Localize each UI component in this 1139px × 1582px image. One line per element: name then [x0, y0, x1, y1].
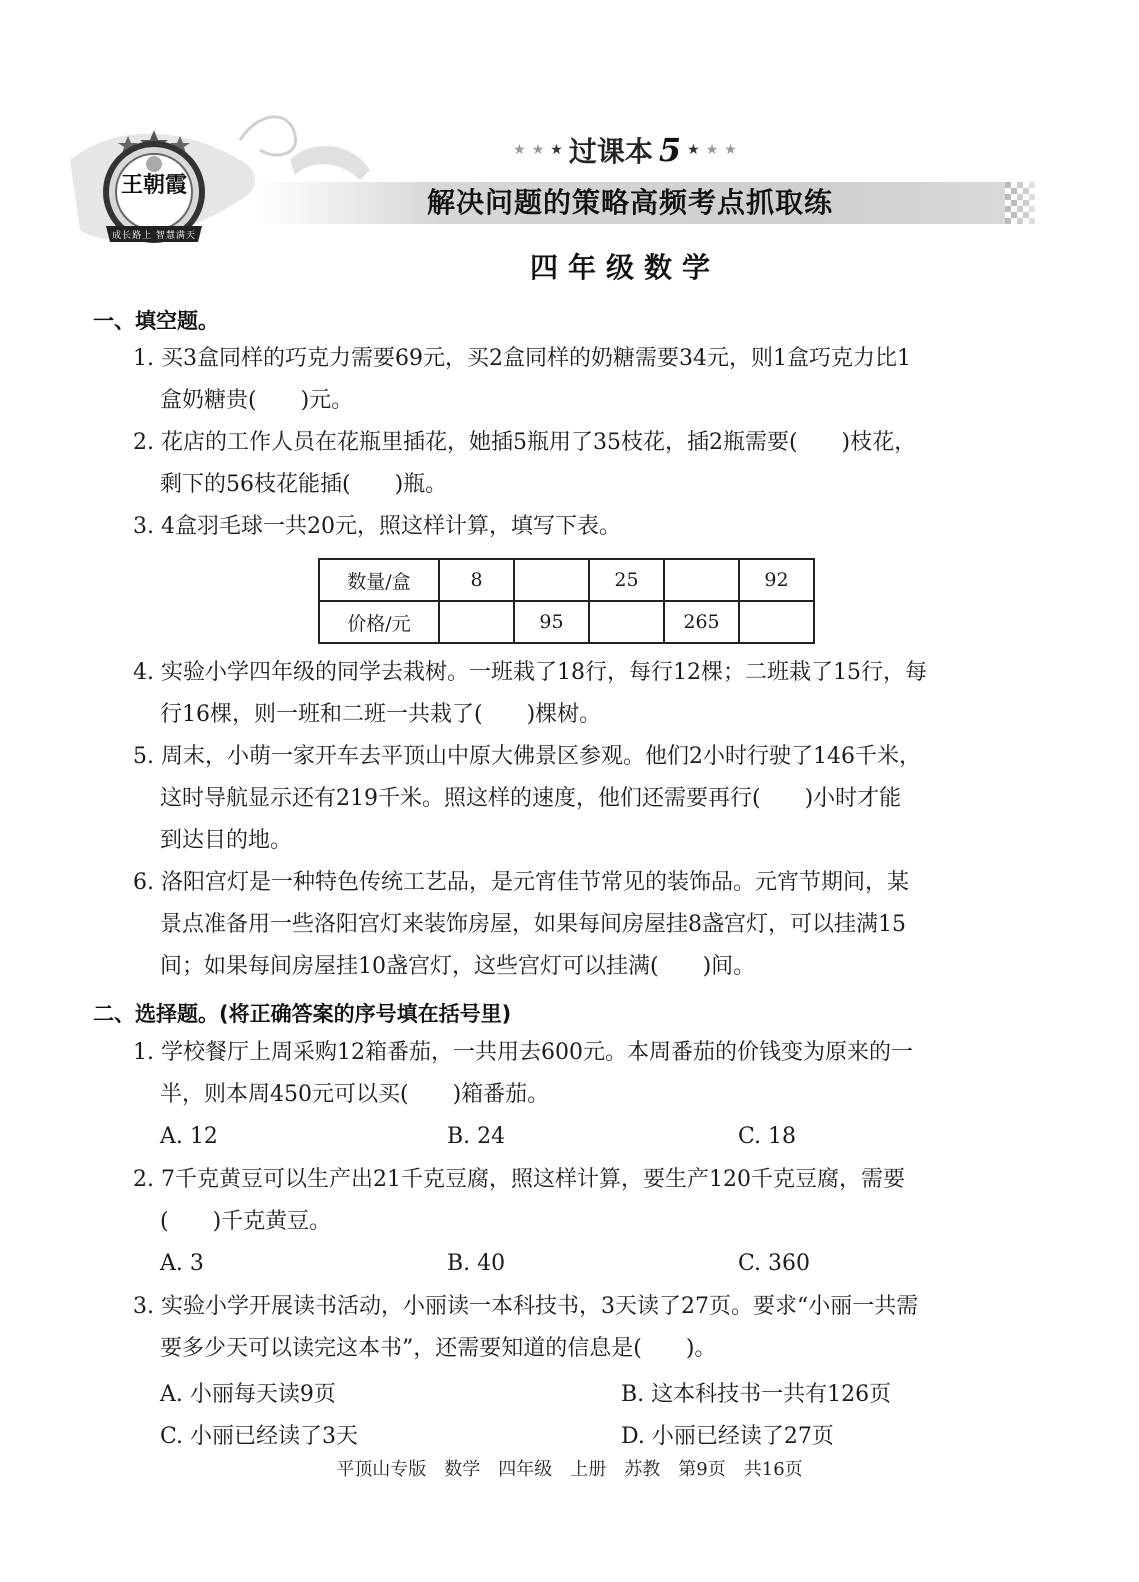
question-line: 4. 实验小学四年级的同学去栽树。一班栽了18行，每行12棵；二班栽了15行，每	[133, 660, 927, 685]
checker-pattern	[1005, 182, 1035, 224]
series-number: 5	[658, 131, 682, 169]
question-2-1	[133, 1032, 1038, 1116]
logo-slogan: 成长路上 智慧满天	[112, 231, 196, 241]
table-cell	[589, 601, 664, 643]
table-cell: 价格/元	[319, 601, 439, 643]
brand-logo	[98, 130, 210, 252]
banner-title: 解决问题的策略高频考点抓取练	[426, 186, 833, 219]
price-table	[318, 558, 815, 644]
question-line: 剩下的56枝花能插( )瓶。	[160, 472, 448, 497]
table-row	[319, 559, 814, 601]
question-1-1	[133, 338, 1038, 422]
question-line: 间；如果每间房屋挂10盏宫灯，这些宫灯可以挂满( )间。	[160, 954, 756, 979]
question-1-4	[133, 652, 1038, 736]
option-d[interactable]: D. 小丽已经读了27页	[621, 1424, 834, 1449]
option-a[interactable]: A. 12	[160, 1124, 218, 1149]
question-2-3	[133, 1286, 1038, 1370]
question-line: 景点准备用一些洛阳宫灯来装饰房屋，如果每间房屋挂8盏宫灯，可以挂满15	[160, 912, 906, 937]
question-1-2	[133, 422, 1038, 506]
table-cell: 92	[739, 559, 814, 601]
options-2-1	[160, 1124, 1040, 1156]
table-cell: 265	[664, 601, 739, 643]
options-2-3-row2	[160, 1419, 1040, 1451]
option-a[interactable]: A. 3	[160, 1251, 204, 1276]
question-line: 半，则本周450元可以买( )箱番茄。	[160, 1082, 550, 1107]
series-title: 过课本	[568, 135, 653, 168]
logo-brand-text: 王朝霞	[120, 173, 187, 198]
question-line: 5. 周末，小萌一家开车去平顶山中原大佛景区参观。他们2小时行驶了146千米，	[133, 744, 921, 769]
question-1-6	[133, 862, 1038, 988]
question-line: 3. 实验小学开展读书活动，小丽读一本科技书，3天读了27页。要求“小丽一共需	[133, 1294, 919, 1319]
options-2-2	[160, 1251, 1040, 1283]
table-cell	[514, 559, 589, 601]
table-cell: 95	[514, 601, 589, 643]
option-b[interactable]: B. 这本科技书一共有126页	[621, 1382, 892, 1407]
subject-title: 四年级数学	[529, 251, 720, 284]
question-1-5	[133, 736, 1038, 862]
question-line: 这时导航显示还有219千米。照这样的速度，他们还需要再行( )小时才能	[160, 786, 902, 811]
table-cell: 8	[439, 559, 514, 601]
question-line: 1. 学校餐厅上周采购12箱番茄，一共用去600元。本周番茄的价钱变为原来的一	[133, 1040, 913, 1065]
option-c[interactable]: C. 小丽已经读了3天	[160, 1424, 359, 1449]
option-c[interactable]: C. 18	[738, 1124, 797, 1149]
question-line: 到达目的地。	[160, 828, 293, 853]
table-cell	[664, 559, 739, 601]
table-row	[319, 601, 814, 643]
option-c[interactable]: C. 360	[738, 1251, 811, 1276]
options-2-3-row1	[160, 1377, 1040, 1409]
section2-heading: 二、选择题。(将正确答案的序号填在括号里)	[93, 1002, 512, 1026]
table-cell: 数量/盒	[319, 559, 439, 601]
option-a[interactable]: A. 小丽每天读9页	[160, 1382, 336, 1407]
table-cell: 25	[589, 559, 664, 601]
star-icon: ★	[705, 142, 719, 158]
option-b[interactable]: B. 24	[447, 1124, 506, 1149]
series-line	[500, 130, 750, 170]
star-icon: ★	[531, 142, 545, 158]
question-line: 行16棵，则一班和二班一共栽了( )棵树。	[160, 702, 602, 727]
question-line: 3. 4盒羽毛球一共20元，照这样计算，填写下表。	[133, 514, 621, 539]
table-cell	[439, 601, 514, 643]
table-cell	[739, 601, 814, 643]
question-line: 6. 洛阳宫灯是一种特色传统工艺品，是元宵佳节常见的装饰品。元宵节期间，某	[133, 870, 909, 895]
question-line: ( )千克黄豆。	[160, 1209, 332, 1234]
star-icon: ★	[687, 142, 700, 158]
question-line: 要多少天可以读完这本书”，还需要知道的信息是( )。	[160, 1336, 717, 1361]
option-b[interactable]: B. 40	[447, 1251, 506, 1276]
question-2-2	[133, 1159, 1038, 1243]
star-icon: ★	[550, 142, 563, 158]
page-footer: 平顶山专版 数学 四年级 上册 苏教 第9页 共16页	[336, 1459, 803, 1480]
question-1-3	[133, 506, 1038, 548]
question-line: 1. 买3盒同样的巧克力需要69元，买2盒同样的奶糖需要34元，则1盒巧克力比1	[133, 346, 911, 371]
section1-heading: 一、填空题。	[93, 309, 219, 333]
question-line: 2. 7千克黄豆可以生产出21千克豆腐，照这样计算，要生产120千克豆腐，需要	[133, 1167, 905, 1192]
question-line: 盒奶糖贵( )元。	[160, 388, 354, 413]
star-icon: ★	[724, 142, 737, 158]
star-icon: ★	[513, 142, 526, 158]
question-line: 2. 花店的工作人员在花瓶里插花，她插5瓶用了35枝花，插2瓶需要( )枝花，	[133, 430, 917, 455]
